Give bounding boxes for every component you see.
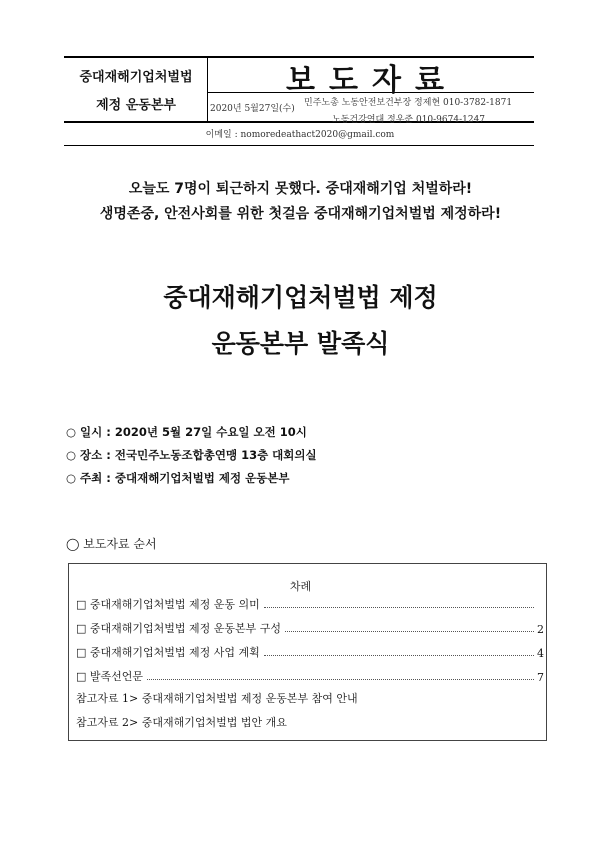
toc-item-label: □ 발족선언문 [76, 670, 144, 683]
header-bottom-border [64, 145, 534, 146]
toc-page: 2 [537, 623, 544, 636]
toc-leader [285, 631, 534, 632]
main-title-1: 중대재해기업처벌법 제정 [163, 283, 438, 312]
toc-page: 7 [537, 671, 544, 684]
headline-sub-2: 생명존중, 안전사회를 위한 첫걸음 중대재해기업처벌법 제정하라! [99, 206, 502, 222]
toc-item[interactable] [76, 620, 544, 636]
toc-item[interactable] [76, 596, 544, 612]
press-release-title: 보도자료 [286, 63, 458, 98]
header-divider [207, 56, 208, 122]
contact-email: 이메일 : nomoredeathact2020@gmail.com [205, 130, 395, 140]
toc-item-label: □ 중대재해기업처벌법 제정 운동본부 구성 [76, 622, 282, 635]
headline-sub-1: 오늘도 7명이 퇴근하지 못했다. 중대재해기업 처벌하라! [128, 181, 473, 197]
toc-page: 4 [537, 647, 544, 660]
org-name-line1: 중대재해기업처벌법 [79, 70, 193, 85]
toc-leader [264, 607, 534, 608]
toc-leader [264, 655, 534, 656]
toc-item-label: □ 중대재해기업처벌법 제정 사업 계획 [76, 646, 260, 659]
info-host: ○ 주최 : 중대재해기업처벌법 제정 운동본부 [66, 471, 290, 485]
release-date: 2020년 5월27일(수) [210, 104, 295, 114]
toc-title: 차례 [289, 580, 312, 593]
toc-leader [147, 679, 534, 680]
info-datetime: ○ 일시 : 2020년 5월 27일 수요일 오전 10시 [66, 425, 307, 439]
toc-item[interactable] [76, 668, 544, 684]
toc-reference-1[interactable]: 참고자료 1> 중대재해기업처벌법 제정 운동본부 참여 안내 [76, 692, 358, 705]
section-title: ◯ 보도자료 순서 [66, 537, 157, 551]
toc-item-label: □ 중대재해기업처벌법 제정 운동 의미 [76, 598, 260, 611]
main-title-2: 운동본부 발족식 [211, 329, 390, 358]
toc-item[interactable] [76, 644, 544, 660]
org-name-line2: 제정 운동본부 [96, 98, 176, 113]
info-location: ○ 장소 : 전국민주노동조합총연맹 13층 대회의실 [66, 448, 317, 462]
toc-reference-2[interactable]: 참고자료 2> 중대재해기업처벌법 법안 개요 [76, 716, 287, 729]
contact-1: 민주노총 노동안전보건부장 정제현 010-3782-1871 [304, 98, 513, 108]
contact-2: 노동건강연대 정우준 010-9674-1247 [332, 115, 486, 125]
